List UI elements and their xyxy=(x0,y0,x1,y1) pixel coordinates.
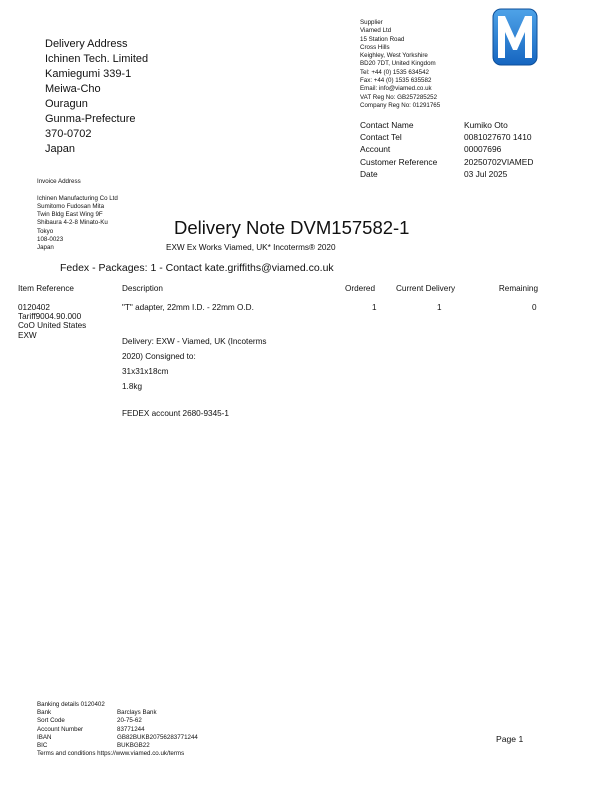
contact-details xyxy=(360,119,533,180)
banking-row xyxy=(37,709,198,717)
fedex-account: FEDEX account 2680-9345-1 xyxy=(122,409,229,418)
banking-value: BUKBGB22 xyxy=(117,741,150,749)
header-ordered: Ordered xyxy=(345,284,376,293)
item-reference-line: EXW xyxy=(18,330,37,340)
banking-label: BIC xyxy=(37,741,48,749)
viamed-logo xyxy=(492,8,538,66)
contact-row xyxy=(360,168,533,180)
delivery-address-line: Ouragun xyxy=(45,98,88,110)
supplier-heading: Supplier xyxy=(360,19,383,26)
banking-row xyxy=(37,726,198,734)
contact-value: 0081027670 1410 xyxy=(464,132,532,143)
delivery-address-line: Kamiegumi 339-1 xyxy=(45,68,132,80)
invoice-address-heading: Invoice Address xyxy=(37,178,81,185)
header-item-reference: Item Reference xyxy=(18,284,74,293)
contact-label: Account xyxy=(360,144,391,155)
banking-row xyxy=(37,717,198,725)
delivery-address-line: Gunma-Prefecture xyxy=(45,113,136,125)
incoterms-line: EXW Ex Works Viamed, UK* Incoterms® 2020 xyxy=(166,243,336,252)
invoice-address-line: 108-0023 xyxy=(37,236,64,244)
contact-label: Contact Tel xyxy=(360,132,402,143)
remaining-value: 0 xyxy=(532,303,537,312)
banking-details xyxy=(37,701,198,758)
delivery-note-line: 1.8kg xyxy=(122,382,143,391)
supplier-line: Fax: +44 (0) 1535 635582 xyxy=(360,77,432,85)
contact-value: Kumiko Oto xyxy=(464,120,508,130)
header-current-delivery: Current Delivery xyxy=(396,284,456,293)
contact-row xyxy=(360,131,533,143)
supplier-line: VAT Reg No: GB257285252 xyxy=(360,93,438,101)
header-description: Description xyxy=(122,284,163,293)
item-reference-line: CoO United States xyxy=(18,321,87,331)
contact-row xyxy=(360,119,533,131)
contact-row xyxy=(360,143,533,155)
invoice-address-line: Twin Bldg East Wing 9F xyxy=(37,211,103,219)
supplier-line: Tel: +44 (0) 1535 634542 xyxy=(360,68,429,76)
banking-label: Bank xyxy=(37,709,52,717)
item-reference-cell xyxy=(18,303,86,340)
document-title: Delivery Note DVM157582-1 xyxy=(174,217,410,238)
banking-value: 20-75-62 xyxy=(117,717,142,725)
delivery-address-line: Meiwa-Cho xyxy=(45,83,101,95)
banking-row xyxy=(37,734,198,742)
supplier-line: BD20 7DT, United Kingdom xyxy=(360,60,436,68)
banking-value: Barclays Bank xyxy=(117,709,157,717)
supplier-line: Company Reg No: 01291765 xyxy=(360,101,441,109)
delivery-address-line: Ichinen Tech. Limited xyxy=(45,53,149,65)
viamed-logo-icon xyxy=(492,8,538,66)
delivery-note-line: 2020) Consigned to: xyxy=(122,352,196,361)
invoice-address-line: Shibaura 4-2-8 Minato-Ku xyxy=(37,219,108,227)
supplier-line: 15 Station Road xyxy=(360,35,405,43)
supplier-block xyxy=(360,19,440,110)
supplier-line: Cross Hills xyxy=(360,43,390,51)
delivery-note-line: Delivery: EXW - Viamed, UK (Incoterms xyxy=(122,337,267,346)
banking-value: GB82BUKB20756283771244 xyxy=(117,733,198,741)
banking-label: IBAN xyxy=(37,733,52,741)
banking-row xyxy=(37,742,198,750)
delivery-address-heading: Delivery Address xyxy=(45,38,128,50)
contact-label: Customer Reference xyxy=(360,156,438,167)
invoice-address-line: Ichinen Manufacturing Co Ltd xyxy=(37,194,118,202)
contact-label: Date xyxy=(360,168,378,179)
invoice-address-line: Tokyo xyxy=(37,227,54,235)
ordered-value: 1 xyxy=(372,303,377,312)
delivery-address-line: Japan xyxy=(45,143,75,155)
delivery-address xyxy=(45,37,148,157)
contact-label: Contact Name xyxy=(360,120,414,130)
delivery-note-line: 31x31x18cm xyxy=(122,367,169,376)
supplier-line: Keighley, West Yorkshire xyxy=(360,52,428,60)
delivery-notes xyxy=(122,334,267,394)
item-description: "T" adapter, 22mm I.D. - 22mm O.D. xyxy=(122,303,254,312)
invoice-address-line: Japan xyxy=(37,244,54,252)
invoice-address-line: Sumitomo Fudosan Mita xyxy=(37,202,105,210)
banking-label: Account Number xyxy=(37,725,84,733)
contact-value: 00007696 xyxy=(464,144,502,155)
banking-heading: Banking details 0120402 xyxy=(37,701,105,708)
terms-link[interactable]: Terms and conditions https://www.viamed.co.uk/terms xyxy=(37,750,185,758)
supplier-line: Viamed Ltd xyxy=(360,27,392,35)
item-reference-line: Tariff9004.90.000 xyxy=(18,312,82,322)
delivery-address-line: 370-0702 xyxy=(45,128,92,140)
current-delivery-value: 1 xyxy=(437,303,442,312)
banking-label: Sort Code xyxy=(37,717,65,725)
supplier-line: Email: info@viamed.co.uk xyxy=(360,85,432,93)
packages-line: Fedex - Packages: 1 - Contact kate.griffiths@viamed.co.uk xyxy=(60,262,334,274)
contact-value: 20250702VIAMED xyxy=(464,156,534,167)
item-reference-line: 0120402 xyxy=(18,303,50,312)
contact-value: 03 Jul 2025 xyxy=(464,168,508,179)
banking-value: 83771244 xyxy=(117,725,145,733)
contact-row xyxy=(360,156,533,168)
invoice-address xyxy=(37,178,118,253)
page-number: Page 1 xyxy=(496,734,524,744)
header-remaining: Remaining xyxy=(498,284,538,293)
